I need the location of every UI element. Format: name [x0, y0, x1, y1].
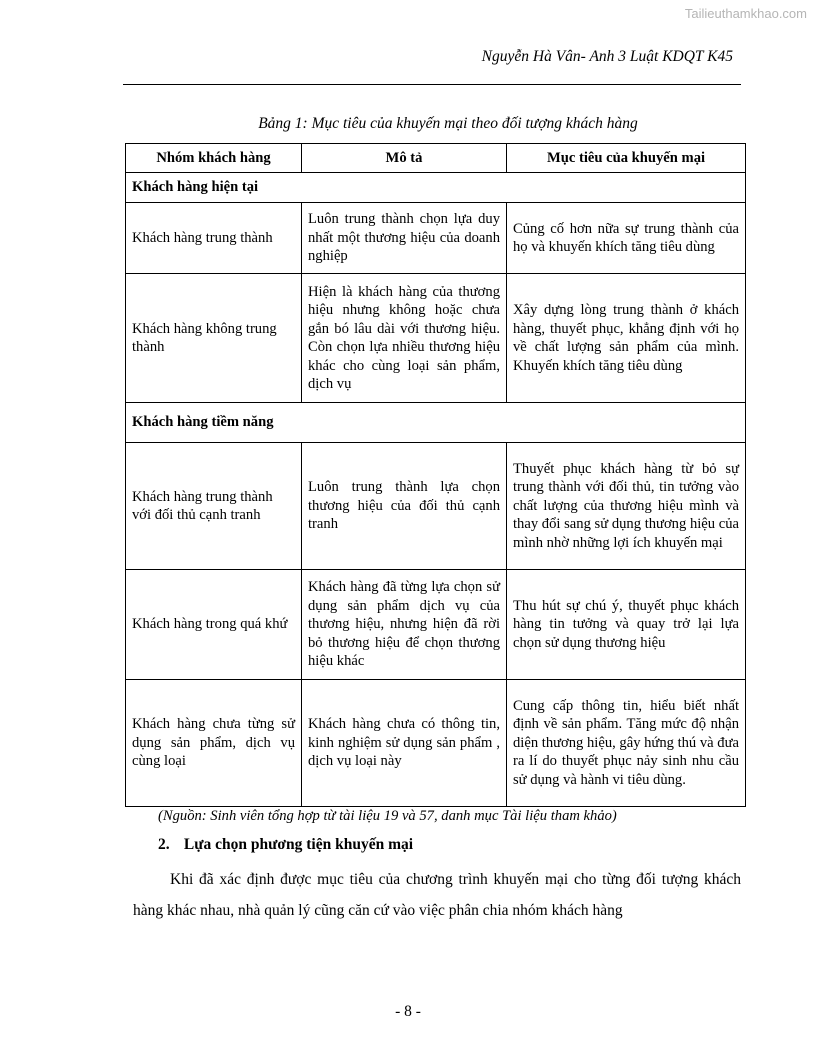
group-label: Khách hàng hiện tại	[126, 173, 746, 203]
page-number: - 8 -	[395, 1003, 421, 1020]
group-row-potential	[126, 403, 746, 443]
customer-group-cell: Khách hàng trung thành với đối thủ cạnh tranh	[126, 443, 302, 570]
customer-group-cell: Khách hàng không trung thành	[126, 274, 302, 403]
group-label: Khách hàng tiềm năng	[126, 403, 746, 443]
section-heading	[158, 836, 413, 854]
page-header: Nguyễn Hà Vân- Anh 3 Luật KDQT K45	[481, 48, 733, 65]
objective-cell: Củng cố hơn nữa sự trung thành của họ và khuyến khích tăng tiêu dùng	[507, 203, 746, 274]
table-source-note: (Nguồn: Sinh viên tổng hợp từ tài liệu 19 và 57, danh mục Tài liệu tham khảo)	[158, 808, 617, 824]
customer-group-cell: Khách hàng chưa từng sử dụng sản phẩm, dịch vụ cùng loại	[126, 680, 302, 807]
description-cell: Luôn trung thành lựa chọn thương hiệu của đối thủ cạnh tranh	[302, 443, 507, 570]
objective-cell: Xây dựng lòng trung thành ở khách hàng, thuyết phục, khẳng định với họ về chất lượng sản phẩm của mình. Khuyến khích tăng tiêu dùng	[507, 274, 746, 403]
table-caption: Bảng 1: Mục tiêu của khuyến mại theo đối tượng khách hàng	[258, 115, 638, 132]
body-paragraph: Khi đã xác định được mục tiêu của chương trình khuyến mại cho từng đối tượng khách hàng khác nhau, nhà quản lý cũng căn cứ vào việc phân chia nhóm khách hàng	[133, 871, 741, 919]
description-cell: Hiện là khách hàng của thương hiệu nhưng không hoặc chưa gắn bó lâu dài với thương hiệu. Còn chọn lựa nhiều thương hiệu khác cho cùng loại sản phẩm, dịch vụ	[302, 274, 507, 403]
column-header-objective: Mục tiêu của khuyến mại	[507, 144, 746, 173]
table-row	[126, 203, 746, 274]
table-row	[126, 680, 746, 807]
description-cell: Luôn trung thành chọn lựa duy nhất một thương hiệu của doanh nghiệp	[302, 203, 507, 274]
section-number: 2.	[158, 836, 170, 853]
table-row	[126, 570, 746, 680]
column-header-group: Nhóm khách hàng	[126, 144, 302, 173]
customer-group-cell: Khách hàng trung thành	[126, 203, 302, 274]
group-row-current	[126, 173, 746, 203]
table-row	[126, 443, 746, 570]
watermark: Tailieuthamkhao.com	[684, 6, 807, 21]
table-header-row	[126, 144, 746, 173]
customer-group-cell: Khách hàng trong quá khứ	[126, 570, 302, 680]
description-cell: Khách hàng chưa có thông tin, kinh nghiệm sử dụng sản phẩm , dịch vụ loại này	[302, 680, 507, 807]
objective-cell: Cung cấp thông tin, hiểu biết nhất định về sản phẩm. Tăng mức độ nhận diện thương hiệu, gây hứng thú và đưa ra lí do thuyết phục nảy sinh nhu cầu sử dụng và hành vi tiêu dùng.	[507, 680, 746, 807]
description-cell: Khách hàng đã từng lựa chọn sử dụng sản phẩm dịch vụ của thương hiệu, nhưng hiện đã rời bỏ thương hiệu để chọn thương hiệu khác	[302, 570, 507, 680]
promotion-objectives-table	[125, 143, 746, 807]
table-row	[126, 274, 746, 403]
column-header-description: Mô tả	[302, 144, 507, 173]
objective-cell: Thu hút sự chú ý, thuyết phục khách hàng tin tưởng và quay trở lại lựa chọn sử dụng thương hiệu	[507, 570, 746, 680]
header-divider	[123, 84, 741, 85]
objective-cell: Thuyết phục khách hàng từ bỏ sự trung thành với đối thủ, tin tưởng vào chất lượng của thương hiệu mình và thay đổi sang sử dụng thương hiệu của mình nhờ những lợi ích khuyến mại	[507, 443, 746, 570]
section-title: Lựa chọn phương tiện khuyến mại	[183, 836, 414, 853]
